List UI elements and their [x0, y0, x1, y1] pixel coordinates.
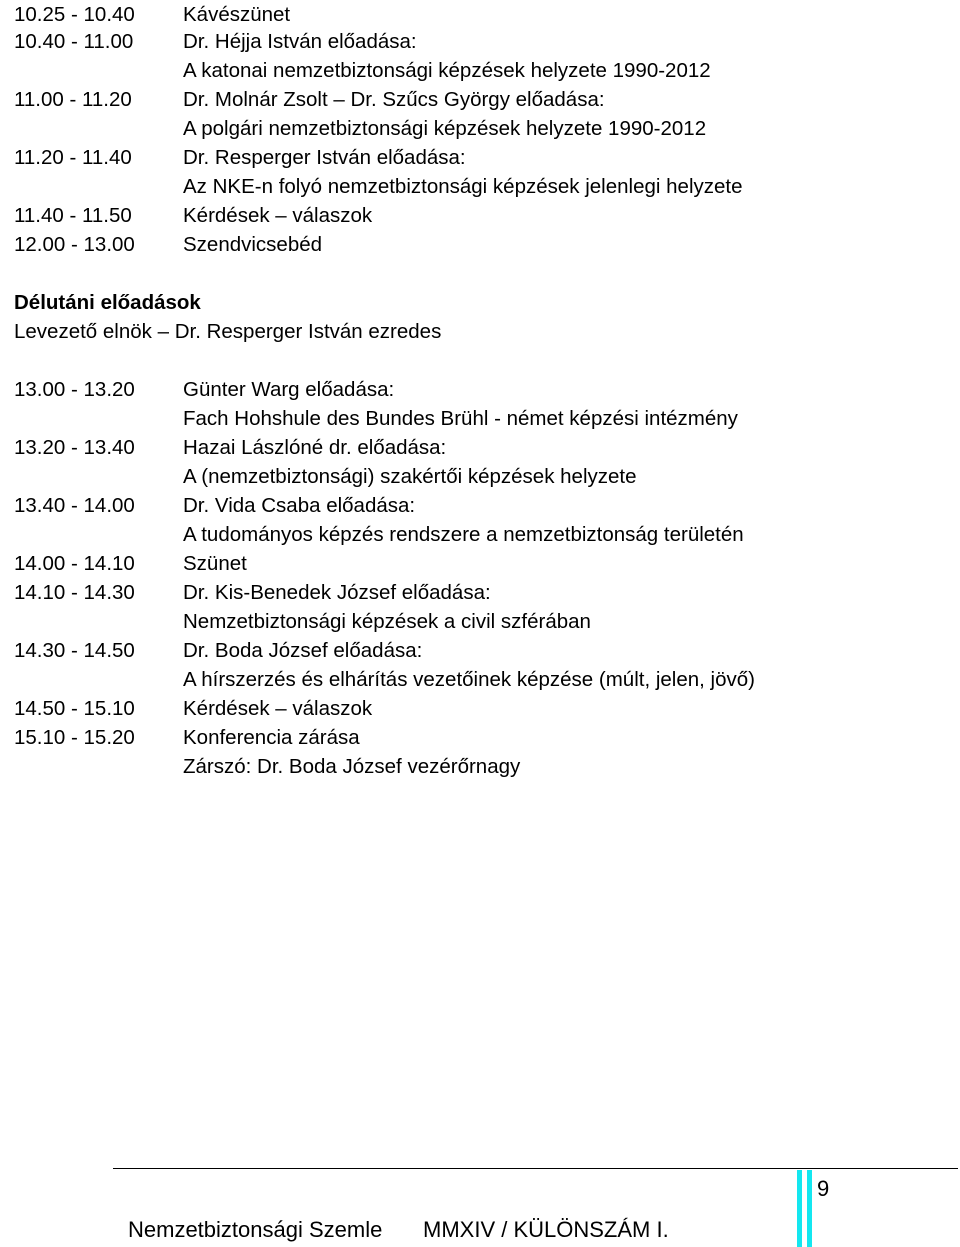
section-heading: Délutáni előadások — [14, 291, 201, 314]
program-time: 14.50 - 15.10 — [14, 697, 135, 720]
program-row — [14, 0, 914, 29]
program-row — [14, 723, 914, 752]
program-row — [14, 433, 914, 462]
program-row — [14, 27, 914, 56]
program-entry: Kávészünet — [183, 3, 291, 26]
footer-accent-bar — [807, 1170, 812, 1247]
program-time: 15.10 - 15.20 — [14, 726, 135, 749]
program-row — [14, 549, 914, 578]
program-time: 11.00 - 11.20 — [14, 88, 132, 111]
footer-journal-title: Nemzetbiztonsági Szemle — [128, 1217, 383, 1242]
program-entry: Dr. Molnár Zsolt – Dr. Szűcs György előadása: — [183, 88, 605, 111]
program-entry-title: A polgári nemzetbiztonsági képzések helyzete 1990-2012 — [183, 117, 707, 140]
program-row-continued — [14, 462, 914, 491]
footer-issue: MMXIV / KÜLÖNSZÁM I. — [423, 1217, 669, 1242]
program-time: 13.40 - 14.00 — [14, 494, 135, 517]
program-entry-title: A hírszerzés és elhárítás vezetőinek képzése (múlt, jelen, jövő) — [183, 668, 755, 691]
program-entry: Günter Warg előadása: — [183, 378, 395, 401]
session-chair-text: Levezető elnök – Dr. Resperger István ezredes — [14, 320, 442, 343]
program-row-continued — [14, 520, 914, 549]
footer-divider — [113, 1168, 958, 1169]
program-row — [14, 636, 914, 665]
program-entry: Hazai Lászlóné dr. előadása: — [183, 436, 447, 459]
program-entry-title: A (nemzetbiztonsági) szakértői képzések helyzete — [183, 465, 637, 488]
program-row — [14, 694, 914, 723]
program-time: 10.40 - 11.00 — [14, 30, 134, 53]
program-row-continued — [14, 752, 914, 781]
program-time: 14.30 - 14.50 — [14, 639, 135, 662]
program-time: 14.00 - 14.10 — [14, 552, 135, 575]
program-entry: Dr. Resperger István előadása: — [183, 146, 466, 169]
program-row-continued — [14, 172, 914, 201]
program-entry: Szünet — [183, 552, 247, 575]
footer-accent-bar — [797, 1170, 802, 1247]
program-entry: Dr. Héjja István előadása: — [183, 30, 417, 53]
program-entry: Kérdések – válaszok — [183, 204, 373, 227]
program-row — [14, 491, 914, 520]
program-time: 13.00 - 13.20 — [14, 378, 135, 401]
program-entry: Dr. Vida Csaba előadása: — [183, 494, 416, 517]
session-chair — [14, 317, 914, 346]
program-row-continued — [14, 404, 914, 433]
program-entry-title: Fach Hohshule des Bundes Brühl - német képzési intézmény — [183, 407, 738, 430]
program-time: 11.40 - 11.50 — [14, 204, 132, 227]
program-entry: Dr. Kis-Benedek József előadása: — [183, 581, 491, 604]
program-entry-title: Az NKE-n folyó nemzetbiztonsági képzések jelenlegi helyzete — [183, 175, 743, 198]
program-entry-title: Zárszó: Dr. Boda József vezérőrnagy — [183, 755, 521, 778]
program-entry: Kérdések – válaszok — [183, 697, 373, 720]
program-time: 11.20 - 11.40 — [14, 146, 132, 169]
program-entry: Konferencia zárása — [183, 726, 360, 749]
afternoon-heading — [14, 288, 914, 317]
program-row — [14, 578, 914, 607]
program-row-continued — [14, 665, 914, 694]
program-entry: Dr. Boda József előadása: — [183, 639, 423, 662]
program-row — [14, 375, 914, 404]
program-row — [14, 85, 914, 114]
program-entry-title: Nemzetbiztonsági képzések a civil szférában — [183, 610, 591, 633]
program-time: 12.00 - 13.00 — [14, 233, 135, 256]
page-number: 9 — [817, 1176, 830, 1201]
program-time: 10.25 - 10.40 — [14, 3, 135, 26]
program-time: 14.10 - 14.30 — [14, 581, 135, 604]
program-entry-title: A tudományos képzés rendszere a nemzetbiztonság területén — [183, 523, 744, 546]
program-row-continued — [14, 114, 914, 143]
program-row — [14, 201, 914, 230]
program-row-continued — [14, 607, 914, 636]
program-row-continued — [14, 56, 914, 85]
program-row — [14, 143, 914, 172]
program-entry: Szendvicsebéd — [183, 233, 323, 256]
program-time: 13.20 - 13.40 — [14, 436, 135, 459]
program-row — [14, 230, 914, 259]
program-entry-title: A katonai nemzetbiztonsági képzések helyzete 1990-2012 — [183, 59, 711, 82]
